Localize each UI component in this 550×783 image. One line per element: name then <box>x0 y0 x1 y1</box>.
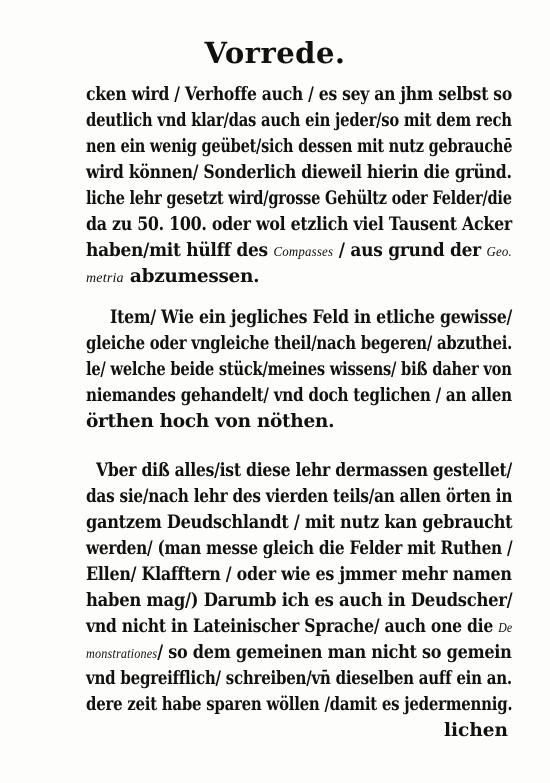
latin-term: De <box>498 621 513 636</box>
text-line <box>86 562 512 588</box>
text-run: liche lehr gesetzt wird/grosse Gehültz oder Felder/die <box>86 188 512 209</box>
text-run: dere zeit habe sparen wöllen /damit es jedermennig. <box>86 694 513 715</box>
text-line <box>86 331 512 357</box>
text-line <box>86 536 512 562</box>
text-line <box>86 160 512 186</box>
text-line <box>86 640 512 668</box>
text-run: Item/ Wie ein jegliches Feld in etliche gewisse/ <box>110 307 513 328</box>
text-run: vnd nicht in Lateinischer Sprache/ auch one die <box>86 616 499 637</box>
text-line <box>86 357 512 383</box>
text-line <box>86 588 512 614</box>
text-line <box>86 484 512 510</box>
text-run: Ellen/ Klafftern / oder wie es jmmer mehr namen <box>86 564 512 585</box>
text-run: / so dem gemeinen man nicht so gemein <box>157 642 512 663</box>
text-line <box>86 264 259 292</box>
text-run: abzumessen. <box>123 266 260 287</box>
text-run: / aus grund der <box>333 240 487 261</box>
text-run: cken wird / Verhoffe auch / es sey an jhm selbst so <box>86 84 512 105</box>
text-run: deutlich vnd klar/das auch ein jeder/so mit dem rech <box>86 110 512 131</box>
text-line <box>86 409 334 435</box>
text-run: da zu 50. 100. oder wol etzlich viel Tausent Acker <box>86 214 512 235</box>
catchword: lichen <box>444 720 508 741</box>
text-line <box>86 666 512 692</box>
text-run: vnd begreifflich/ schreiben/vn̄ dieselben auff ein an. <box>86 668 512 689</box>
text-line <box>86 108 512 134</box>
text-run: Vber diß alles/ist diese lehr dermassen gestellet/ <box>96 460 512 481</box>
text-run: wird können/ Sonderlich dieweil hierin die gründ. <box>86 162 512 183</box>
text-run: le/ welche beide stück/meines wissens/ biß daher von <box>86 359 512 380</box>
text-run: niemandes gehandelt/ vnd doch teglichen / an allen <box>86 385 512 406</box>
text-line <box>86 510 512 536</box>
text-line <box>86 134 512 160</box>
text-line <box>110 305 512 331</box>
latin-term: monstrationes <box>86 647 158 662</box>
text-run: nen ein wenig geübet/sich dessen mit nutz gebrauchē <box>86 136 513 157</box>
text-run: haben mag/) Darumb ich es auch in Deudscher/ <box>86 590 513 611</box>
text-run: werden/ (man messe gleich die Felder mit Ruthen / <box>86 538 513 559</box>
latin-term: Geo. <box>486 245 512 260</box>
text-run: örthen hoch von nöthen. <box>86 411 335 432</box>
text-line <box>86 383 512 409</box>
text-line <box>86 82 512 108</box>
latin-term: Compasses <box>273 245 334 260</box>
latin-term: metria <box>86 271 124 286</box>
text-run: das sie/nach lehr des vierden teils/an allen örten in <box>86 486 513 507</box>
text-line <box>86 212 512 238</box>
text-line <box>86 238 512 266</box>
text-line <box>96 458 512 484</box>
text-line <box>86 186 512 212</box>
text-run: gantzem Deudschlandt / mit nutz kan gebraucht <box>86 512 513 533</box>
text-run: gleiche oder vngleiche theil/nach begeren/ abzuthei. <box>86 333 513 354</box>
page-header: Vorrede. <box>204 36 346 70</box>
text-line <box>86 692 512 718</box>
text-run: haben/mit hülff des <box>86 240 274 261</box>
text-line <box>86 614 512 642</box>
